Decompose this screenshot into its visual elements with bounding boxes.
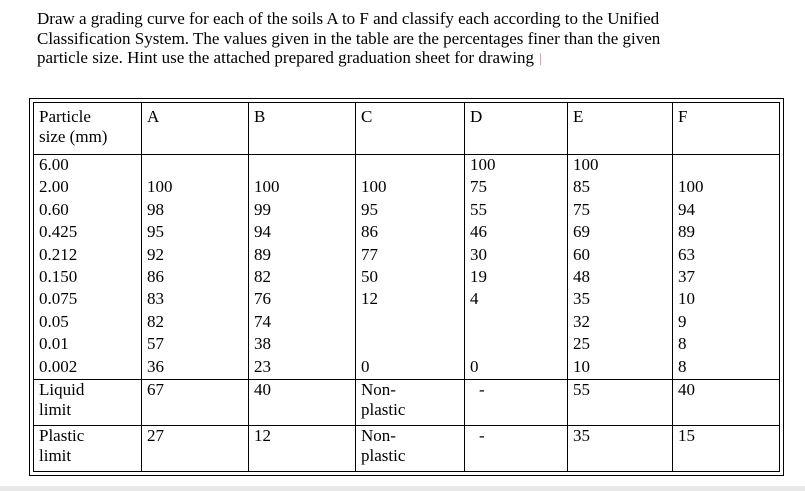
row-size: 0.60 bbox=[34, 200, 142, 222]
header-soil-e: E bbox=[568, 103, 673, 155]
cell-d bbox=[465, 312, 568, 334]
row-size: 6.00 bbox=[34, 155, 142, 178]
table-row bbox=[34, 334, 780, 356]
plastic-limit-c-line2: plastic bbox=[361, 445, 406, 465]
cell-c: 77 bbox=[356, 245, 465, 267]
cell-e: 85 bbox=[568, 177, 673, 199]
table-row bbox=[34, 357, 780, 380]
cell-f: 9 bbox=[673, 312, 780, 334]
cell-e: 35 bbox=[568, 289, 673, 311]
header-soil-f: F bbox=[673, 103, 780, 155]
liquid-limit-row bbox=[34, 380, 780, 426]
cell-b: 82 bbox=[249, 267, 356, 289]
cell-b: 74 bbox=[249, 312, 356, 334]
liquid-limit-c bbox=[356, 380, 465, 426]
cell-b: 23 bbox=[249, 357, 356, 380]
cell-b: 76 bbox=[249, 289, 356, 311]
row-size: 2.00 bbox=[34, 177, 142, 199]
plastic-limit-row bbox=[34, 426, 780, 472]
cell-b: 38 bbox=[249, 334, 356, 356]
header-particle-line2: size (mm) bbox=[39, 126, 108, 146]
plastic-limit-e: 35 bbox=[568, 426, 673, 472]
cell-f: 37 bbox=[673, 267, 780, 289]
cell-f bbox=[673, 155, 780, 178]
cell-d bbox=[465, 334, 568, 356]
cell-c: 86 bbox=[356, 222, 465, 244]
liquid-limit-label bbox=[34, 380, 142, 426]
cell-c: 0 bbox=[356, 357, 465, 380]
table-row bbox=[34, 312, 780, 334]
soil-grading-table bbox=[33, 102, 780, 472]
plastic-limit-c bbox=[356, 426, 465, 472]
plastic-limit-label-line2: limit bbox=[39, 445, 72, 465]
plastic-limit-d: - bbox=[465, 426, 568, 472]
cell-b: 94 bbox=[249, 222, 356, 244]
cell-a: 100 bbox=[142, 177, 249, 199]
cell-e: 10 bbox=[568, 357, 673, 380]
liquid-limit-b: 40 bbox=[249, 380, 356, 426]
row-size: 0.01 bbox=[34, 334, 142, 356]
cell-d: 75 bbox=[465, 177, 568, 199]
cell-d: 4 bbox=[465, 289, 568, 311]
plastic-limit-b: 12 bbox=[249, 426, 356, 472]
cell-f: 89 bbox=[673, 222, 780, 244]
instructions-line-3-text: particle size. Hint use the attached prepared graduation sheet for drawing bbox=[37, 48, 535, 67]
cell-d: 46 bbox=[465, 222, 568, 244]
liquid-limit-f: 40 bbox=[673, 380, 780, 426]
cell-d: 100 bbox=[465, 155, 568, 178]
cell-a: 95 bbox=[142, 222, 249, 244]
cell-a: 57 bbox=[142, 334, 249, 356]
table-header-row bbox=[34, 103, 780, 155]
cell-e: 69 bbox=[568, 222, 673, 244]
instructions-line-1: Draw a grading curve for each of the soils A to F and classify each according to the Unified bbox=[37, 9, 660, 28]
cell-e: 75 bbox=[568, 200, 673, 222]
table-row bbox=[34, 177, 780, 199]
plastic-limit-f: 15 bbox=[673, 426, 780, 472]
cell-e: 48 bbox=[568, 267, 673, 289]
instructions-paragraph bbox=[37, 9, 782, 68]
cell-f: 100 bbox=[673, 177, 780, 199]
cell-f: 8 bbox=[673, 334, 780, 356]
row-size: 0.425 bbox=[34, 222, 142, 244]
cell-f: 63 bbox=[673, 245, 780, 267]
row-size: 0.05 bbox=[34, 312, 142, 334]
cell-e: 60 bbox=[568, 245, 673, 267]
table-row bbox=[34, 155, 780, 178]
cell-f: 8 bbox=[673, 357, 780, 380]
liquid-limit-e: 55 bbox=[568, 380, 673, 426]
header-soil-a: A bbox=[142, 103, 249, 155]
header-soil-c: C bbox=[356, 103, 465, 155]
row-size: 0.075 bbox=[34, 289, 142, 311]
table-row bbox=[34, 200, 780, 222]
cell-b: 99 bbox=[249, 200, 356, 222]
liquid-limit-c-line1: Non- bbox=[361, 380, 396, 400]
cell-c: 12 bbox=[356, 289, 465, 311]
cell-b bbox=[249, 155, 356, 178]
plastic-limit-a: 27 bbox=[142, 426, 249, 472]
page-bottom-edge bbox=[0, 486, 805, 491]
cell-a: 82 bbox=[142, 312, 249, 334]
liquid-limit-label-line1: Liquid bbox=[39, 380, 85, 400]
liquid-limit-c-line2: plastic bbox=[361, 399, 406, 419]
liquid-limit-a: 67 bbox=[142, 380, 249, 426]
header-soil-b: B bbox=[249, 103, 356, 155]
cell-f: 10 bbox=[673, 289, 780, 311]
header-soil-d: D bbox=[465, 103, 568, 155]
cell-a: 98 bbox=[142, 200, 249, 222]
plastic-limit-label-line1: Plastic bbox=[39, 426, 85, 445]
liquid-limit-label-line2: limit bbox=[39, 399, 72, 419]
cell-b: 89 bbox=[249, 245, 356, 267]
table-row bbox=[34, 267, 780, 289]
cell-a: 83 bbox=[142, 289, 249, 311]
cell-e: 25 bbox=[568, 334, 673, 356]
cell-a: 92 bbox=[142, 245, 249, 267]
cell-c bbox=[356, 334, 465, 356]
table-row bbox=[34, 222, 780, 244]
cell-c: 100 bbox=[356, 177, 465, 199]
row-size: 0.212 bbox=[34, 245, 142, 267]
instructions-line-3 bbox=[37, 48, 782, 68]
cell-a: 86 bbox=[142, 267, 249, 289]
header-particle-line1: Particle bbox=[39, 107, 91, 126]
cell-d: 19 bbox=[465, 267, 568, 289]
text-cursor-mark bbox=[540, 53, 541, 65]
cell-e: 32 bbox=[568, 312, 673, 334]
cell-c bbox=[356, 312, 465, 334]
cell-c bbox=[356, 155, 465, 178]
cell-a bbox=[142, 155, 249, 178]
cell-b: 100 bbox=[249, 177, 356, 199]
table-row bbox=[34, 245, 780, 267]
cell-d: 55 bbox=[465, 200, 568, 222]
row-size: 0.150 bbox=[34, 267, 142, 289]
cell-c: 50 bbox=[356, 267, 465, 289]
row-size: 0.002 bbox=[34, 357, 142, 380]
cell-c: 95 bbox=[356, 200, 465, 222]
instructions-line-2: Classification System. The values given in the table are the percentages finer than the given bbox=[37, 28, 661, 48]
plastic-limit-c-line1: Non- bbox=[361, 426, 396, 445]
cell-f: 94 bbox=[673, 200, 780, 222]
liquid-limit-d: - bbox=[465, 380, 568, 426]
cell-d: 30 bbox=[465, 245, 568, 267]
cell-d: 0 bbox=[465, 357, 568, 380]
plastic-limit-label bbox=[34, 426, 142, 472]
table-row bbox=[34, 289, 780, 311]
header-particle-size bbox=[34, 103, 142, 155]
cell-e: 100 bbox=[568, 155, 673, 178]
cell-a: 36 bbox=[142, 357, 249, 380]
soil-table-frame bbox=[29, 98, 784, 476]
